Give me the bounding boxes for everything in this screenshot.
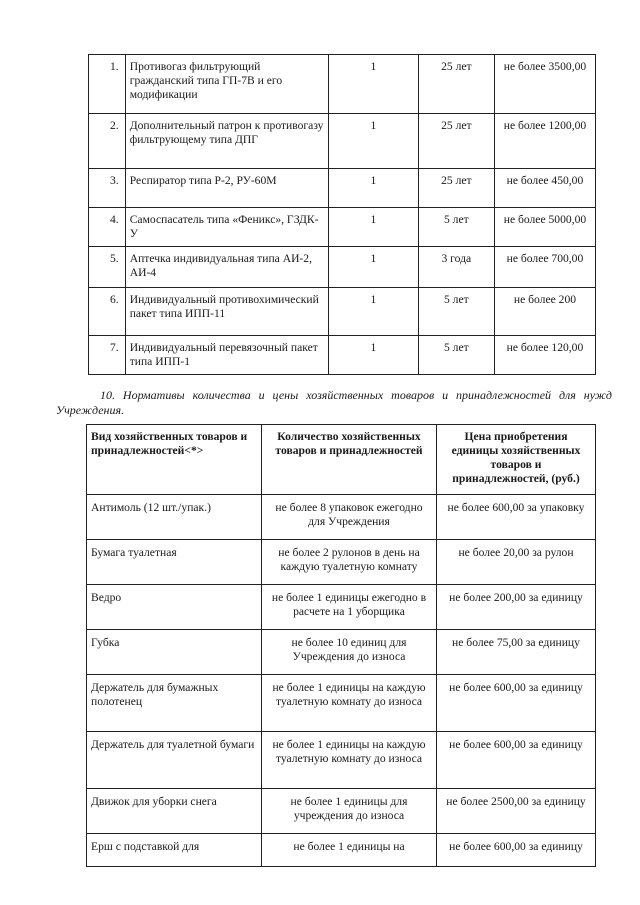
goods-price: не более 75,00 за единицу: [437, 630, 596, 675]
item-price: не более 700,00: [494, 247, 595, 288]
goods-quantity: не более 1 единицы на каждую туалетную комнату до износа: [262, 732, 437, 789]
table-row: [87, 834, 596, 867]
table-row: [89, 247, 596, 288]
item-name: Респиратор типа Р-2, РУ-60М: [125, 169, 328, 208]
item-quantity: 1: [329, 336, 419, 375]
table-row: [87, 540, 596, 585]
table-row: [87, 789, 596, 834]
item-price: не более 3500,00: [494, 55, 595, 114]
header-price: Цена приобретения единицы хозяйственных товаров и принадлежностей, (руб.): [437, 425, 596, 495]
table-row: [87, 732, 596, 789]
goods-kind: Держатель для бумажных полотенец: [87, 675, 262, 732]
item-name: Индивидуальный перевязочный пакет типа ИПП-1: [125, 336, 328, 375]
goods-price: не более 600,00 за единицу: [437, 675, 596, 732]
item-name: Противогаз фильтрующий гражданский типа ГП-7В и его модификации: [125, 55, 328, 114]
goods-kind: Антимоль (12 шт./упак.): [87, 495, 262, 540]
goods-quantity: не более 1 единицы на каждую туалетную комнату до износа: [262, 675, 437, 732]
item-quantity: 1: [329, 247, 419, 288]
item-quantity: 1: [329, 208, 419, 247]
table-row: [89, 55, 596, 114]
header-kind: Вид хозяйственных товаров и принадлежностей<*>: [87, 425, 262, 495]
row-number: 6.: [89, 288, 126, 336]
goods-kind: Бумага туалетная: [87, 540, 262, 585]
item-quantity: 1: [329, 288, 419, 336]
header-quantity: Количество хозяйственных товаров и принадлежностей: [262, 425, 437, 495]
item-name: Аптечка индивидуальная типа АИ-2, АИ-4: [125, 247, 328, 288]
goods-quantity: не более 8 упаковок ежегодно для Учреждения: [262, 495, 437, 540]
goods-kind: Держатель для туалетной бумаги: [87, 732, 262, 789]
goods-kind: Ведро: [87, 585, 262, 630]
row-number: 1.: [89, 55, 126, 114]
goods-price: не более 600,00 за единицу: [437, 834, 596, 867]
item-price: не более 1200,00: [494, 114, 595, 169]
protective-equipment-table: [88, 54, 596, 375]
row-number: 7.: [89, 336, 126, 375]
item-term: 5 лет: [418, 336, 494, 375]
goods-price: не более 600,00 за упаковку: [437, 495, 596, 540]
table-row: [89, 208, 596, 247]
table-row: [89, 114, 596, 169]
goods-quantity: не более 1 единицы для учреждения до износа: [262, 789, 437, 834]
table-row: [87, 675, 596, 732]
goods-kind: Движок для уборки снега: [87, 789, 262, 834]
item-quantity: 1: [329, 169, 419, 208]
goods-quantity: не более 1 единицы на: [262, 834, 437, 867]
item-price: не более 120,00: [494, 336, 595, 375]
goods-price: не более 20,00 за рулон: [437, 540, 596, 585]
household-goods-table: [86, 424, 596, 867]
goods-quantity: не более 2 рулонов в день на каждую туалетную комнату: [262, 540, 437, 585]
item-term: 5 лет: [418, 208, 494, 247]
item-name: Индивидуальный противохимический пакет типа ИПП-11: [125, 288, 328, 336]
goods-price: не более 200,00 за единицу: [437, 585, 596, 630]
table-row: [87, 495, 596, 540]
item-term: 25 лет: [418, 114, 494, 169]
item-quantity: 1: [329, 114, 419, 169]
item-term: 25 лет: [418, 55, 494, 114]
table-row: [89, 169, 596, 208]
row-number: 3.: [89, 169, 126, 208]
table-row: [89, 336, 596, 375]
goods-price: не более 2500,00 за единицу: [437, 789, 596, 834]
item-quantity: 1: [329, 55, 419, 114]
table-row: [89, 288, 596, 336]
item-term: 25 лет: [418, 169, 494, 208]
row-number: 5.: [89, 247, 126, 288]
goods-quantity: не более 10 единиц для Учреждения до износа: [262, 630, 437, 675]
item-name: Дополнительный патрон к противогазу фильтрующему типа ДПГ: [125, 114, 328, 169]
row-number: 2.: [89, 114, 126, 169]
item-term: 5 лет: [418, 288, 494, 336]
row-number: 4.: [89, 208, 126, 247]
item-price: не более 5000,00: [494, 208, 595, 247]
item-name: Самоспасатель типа «Феникс», ГЗДК-У: [125, 208, 328, 247]
item-term: 3 года: [418, 247, 494, 288]
table-row: [87, 630, 596, 675]
item-price: не более 200: [494, 288, 595, 336]
goods-kind: Губка: [87, 630, 262, 675]
goods-quantity: не более 1 единицы ежегодно в расчете на 1 уборщика: [262, 585, 437, 630]
section-10-title: 10. Нормативы количества и цены хозяйственных товаров и принадлежностей для нужд Учреждения.: [56, 388, 612, 417]
item-price: не более 450,00: [494, 169, 595, 208]
table-row: [87, 585, 596, 630]
goods-kind: Ерш с подставкой для: [87, 834, 262, 867]
goods-price: не более 600,00 за единицу: [437, 732, 596, 789]
table-header-row: [87, 425, 596, 495]
